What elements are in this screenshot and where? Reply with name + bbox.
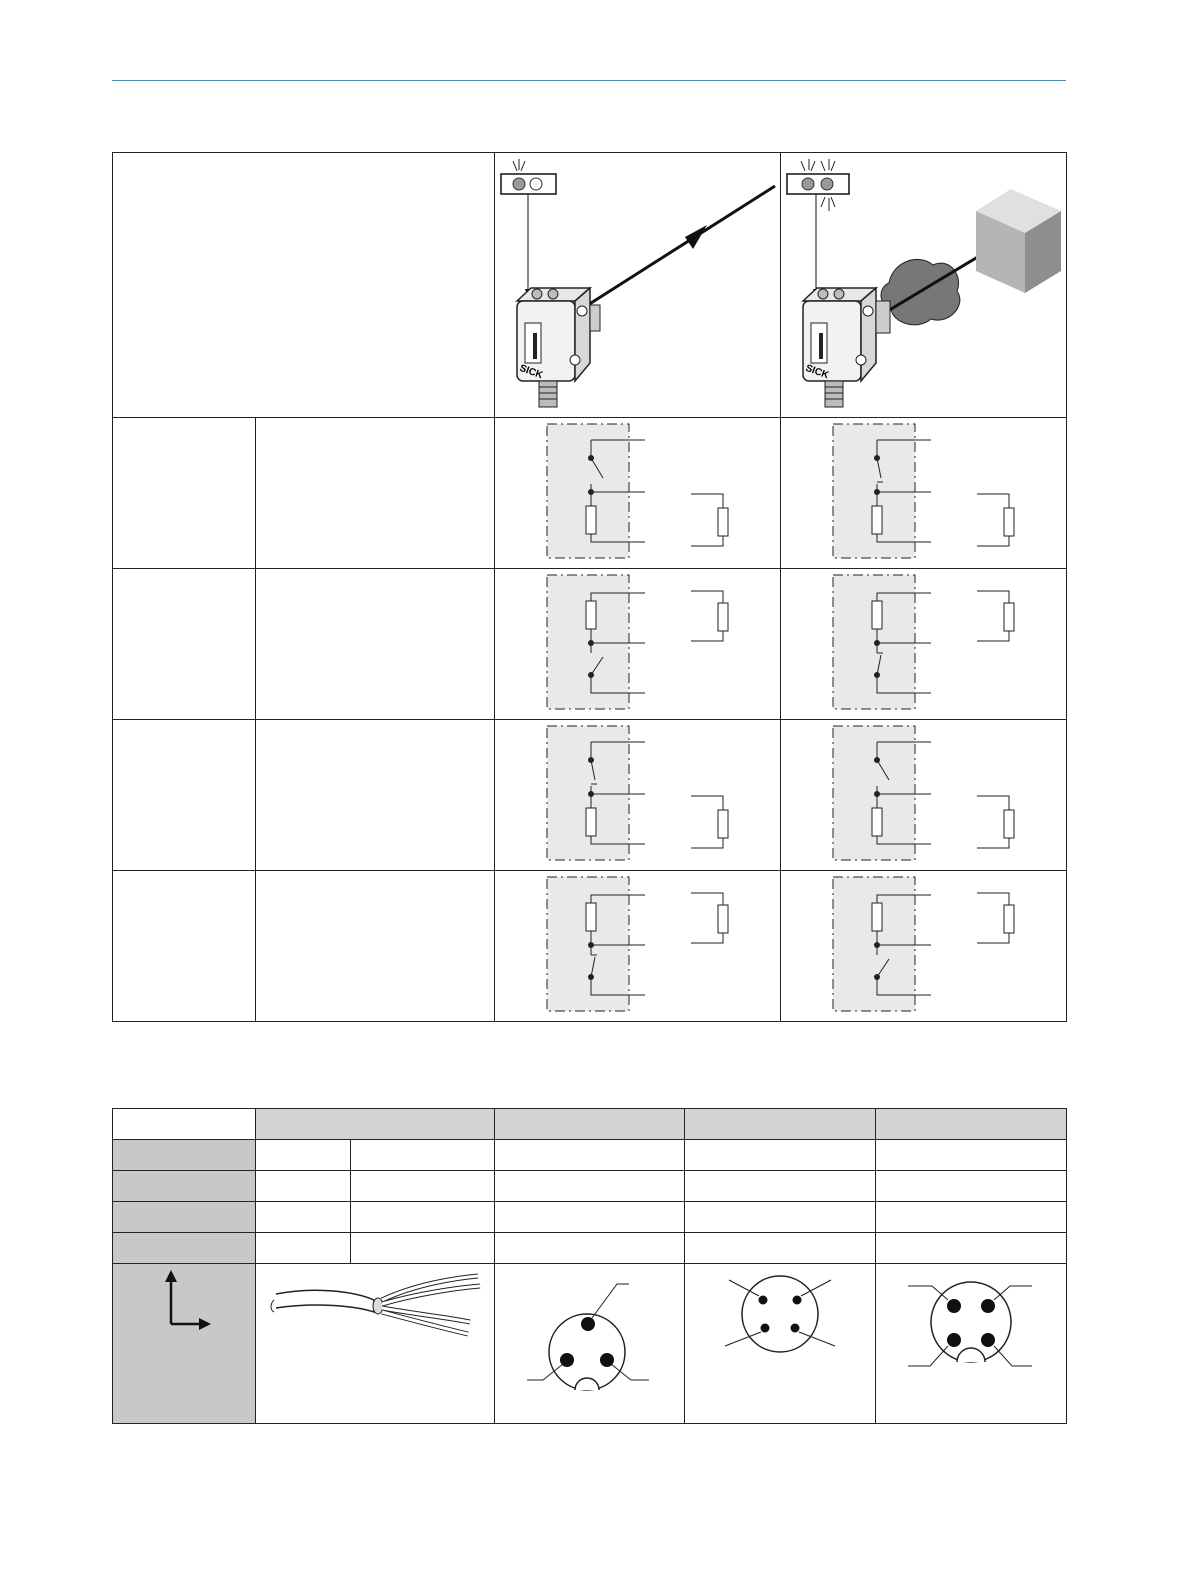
row-2-description [256, 569, 495, 720]
header-rule [112, 80, 1066, 81]
row-2-circuit-right [781, 569, 1067, 720]
switching-behavior-table [112, 152, 1067, 1022]
row-3-label [113, 720, 256, 871]
connector-images-row [113, 1264, 1067, 1424]
sensor-body-icon [803, 288, 890, 407]
header-cell-2 [495, 1109, 685, 1140]
header-cell-3 [685, 1109, 876, 1140]
circuit-diagram-icon [781, 418, 1065, 568]
svg-text:SICK: SICK [517, 362, 545, 382]
sensor-dust-illustration [781, 153, 1067, 418]
target-object-icon [976, 189, 1061, 293]
row-3-circuit-right [781, 720, 1067, 871]
axis-arrows-icon [113, 1264, 256, 1424]
row-3-description [256, 720, 495, 871]
connection-table [112, 1108, 1067, 1424]
svg-text:SICK: SICK [803, 362, 831, 382]
row-1-description [256, 418, 495, 569]
row-2-label [113, 569, 256, 720]
table-row [113, 1233, 1067, 1264]
m8-3pin-connector-icon [495, 1264, 685, 1424]
header-description-cell [113, 153, 495, 418]
m12-4pin-connector-icon [876, 1264, 1067, 1424]
sensor-clear-illustration [495, 153, 781, 418]
circuit-diagram-icon [495, 569, 779, 719]
circuit-diagram-icon [495, 720, 779, 870]
row-2-circuit-left [495, 569, 781, 720]
row-1-circuit-right [781, 418, 1067, 569]
row-4-circuit-left [495, 871, 781, 1022]
row-4-circuit-right [781, 871, 1067, 1022]
table-row [113, 1171, 1067, 1202]
row-1-label [113, 418, 256, 569]
circuit-diagram-icon [495, 871, 779, 1021]
m8-4pin-connector-icon [685, 1264, 876, 1424]
row-4-label [113, 871, 256, 1022]
circuit-diagram-icon [781, 569, 1065, 719]
row-3-circuit-left [495, 720, 781, 871]
header-cell-0 [113, 1109, 256, 1140]
table-row [113, 1140, 1067, 1171]
row-1-circuit-left [495, 418, 781, 569]
sensor-body-icon [517, 288, 600, 407]
circuit-diagram-icon [495, 418, 779, 568]
header-cell-1 [256, 1109, 495, 1140]
row-4-description [256, 871, 495, 1022]
header-cell-4 [876, 1109, 1067, 1140]
circuit-diagram-icon [781, 720, 1065, 870]
cable-icon [256, 1264, 495, 1424]
table-row [113, 1202, 1067, 1233]
circuit-diagram-icon [781, 871, 1065, 1021]
